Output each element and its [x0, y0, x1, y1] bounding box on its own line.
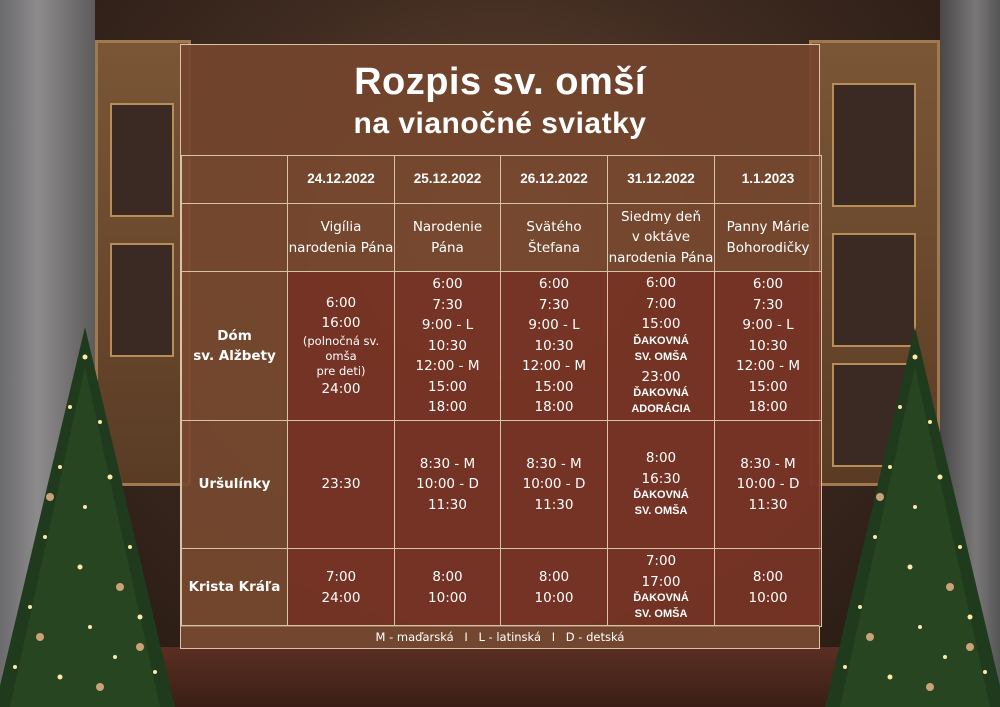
mass-time: 8:30 - M — [526, 455, 582, 472]
church-row — [182, 272, 822, 421]
feast-name-line: narodenia Pána — [608, 249, 714, 266]
feast-name-line: Siedmy deň — [620, 208, 702, 225]
mass-time: 7:00 — [645, 295, 677, 312]
thanksgiving-label: SV. OMŠA — [634, 608, 688, 620]
mass-times-cell — [715, 421, 822, 549]
mass-times-cell — [608, 272, 715, 421]
mass-times-cell — [288, 421, 395, 549]
feast-name-line: Panny Márie — [726, 219, 810, 235]
mass-times-cell — [395, 549, 501, 627]
mass-time: 16:00 — [321, 315, 361, 332]
schedule-table — [181, 155, 822, 627]
mass-time: 23:30 — [321, 476, 361, 493]
mass-times-cell — [501, 272, 608, 421]
mass-time: 10:00 — [534, 589, 574, 606]
page-title: Rozpis sv. omší — [354, 61, 646, 103]
altar-painting — [832, 83, 916, 207]
church-name — [182, 272, 288, 421]
mass-time: 8:00 — [432, 569, 463, 585]
mass-time: 15:00 — [748, 378, 788, 395]
mass-note: pre deti) — [316, 363, 366, 378]
date-header-row — [182, 156, 822, 204]
thanksgiving-label: ĎAKOVNÁ — [633, 387, 689, 399]
mass-time: 24:00 — [321, 589, 361, 606]
header-corner — [182, 204, 288, 272]
feast-name-line: narodenia Pána — [288, 239, 394, 256]
mass-note: (polnočná sv. omša — [302, 333, 380, 363]
feast-name-line: Štefana — [527, 239, 581, 256]
mass-time: 6:00 — [752, 276, 784, 293]
mass-time: 10:00 — [748, 589, 788, 606]
mass-time: 7:30 — [752, 296, 784, 313]
title-block — [181, 45, 819, 155]
mass-time: 10:00 - D — [522, 476, 586, 493]
mass-time: 7:00 — [325, 569, 357, 585]
mass-time: 18:00 — [428, 399, 467, 416]
christmas-tree-left — [0, 327, 180, 707]
mass-times-cell — [395, 272, 501, 421]
church-name-line: Krista Kráľa — [188, 579, 281, 596]
mass-time: 18:00 — [534, 399, 574, 416]
thanksgiving-label: ĎAKOVNÁ — [633, 334, 689, 347]
mass-time: 10:00 - D — [416, 476, 479, 493]
mass-times-cell — [288, 549, 395, 627]
mass-time: 10:30 — [748, 337, 788, 354]
feast-header — [395, 204, 501, 272]
church-name-line: Uršulínky — [198, 476, 271, 493]
feast-header-row — [182, 204, 822, 272]
thanksgiving-label: SV. OMŠA — [634, 505, 688, 517]
mass-time: 7:30 — [432, 296, 463, 313]
altar-steps — [160, 647, 840, 707]
date-header: 25.12.2022 — [395, 156, 501, 204]
mass-time: 12:00 - M — [521, 358, 586, 375]
church-name-line: Dóm — [217, 327, 252, 344]
mass-time: 6:00 — [645, 275, 677, 291]
feast-name-line: Vigília — [320, 219, 362, 235]
header-corner — [182, 156, 288, 204]
mass-time: 8:00 — [538, 569, 570, 585]
mass-time: 15:00 — [534, 378, 574, 395]
date-header: 1.1.2023 — [715, 156, 822, 204]
feast-name-line: Bohorodičky — [726, 239, 810, 256]
mass-times-cell — [501, 549, 608, 627]
mass-time: 11:30 — [748, 496, 788, 513]
legend-item: D - detská — [565, 630, 625, 644]
feast-header — [501, 204, 608, 272]
mass-time: 7:00 — [645, 553, 677, 569]
mass-time: 8:00 — [752, 569, 784, 585]
feast-header — [608, 204, 715, 272]
mass-times-cell — [501, 421, 608, 549]
church-name — [182, 421, 288, 549]
legend-separator: I — [551, 630, 556, 644]
church-name-line: sv. Alžbety — [193, 348, 276, 364]
mass-time: 6:00 — [432, 276, 463, 293]
mass-times-cell — [715, 549, 822, 627]
date-header: 26.12.2022 — [501, 156, 608, 204]
mass-time: 8:30 - M — [419, 455, 476, 472]
mass-time: 15:00 — [428, 378, 467, 395]
mass-times-cell — [395, 421, 501, 549]
mass-time: 7:30 — [538, 296, 570, 313]
thanksgiving-label: ĎAKOVNÁ — [633, 489, 689, 501]
mass-time: 9:00 - L — [528, 317, 580, 334]
mass-times-cell — [608, 421, 715, 549]
mass-time: 11:30 — [428, 496, 467, 513]
thanksgiving-label: SV. OMŠA — [634, 350, 688, 363]
mass-time: 10:30 — [534, 337, 574, 354]
mass-time: 16:30 — [641, 470, 681, 487]
mass-times-cell — [715, 272, 822, 421]
thanksgiving-label: ĎAKOVNÁ — [633, 592, 689, 604]
church-row — [182, 421, 822, 549]
mass-time: 9:00 - L — [421, 317, 474, 334]
church-row — [182, 549, 822, 627]
mass-time: 10:00 — [428, 589, 467, 606]
mass-schedule-card — [180, 44, 820, 649]
mass-time: 24:00 — [321, 380, 361, 397]
mass-times-cell — [608, 549, 715, 627]
legend-item: M - maďarská — [375, 630, 454, 644]
mass-times-cell — [288, 272, 395, 421]
mass-time: 6:00 — [538, 276, 570, 293]
page-subtitle: na vianočné sviatky — [353, 107, 647, 140]
church-name — [182, 549, 288, 627]
feast-header — [715, 204, 822, 272]
mass-time: 10:00 - D — [736, 476, 800, 493]
date-header: 31.12.2022 — [608, 156, 715, 204]
mass-time: 15:00 — [641, 316, 681, 332]
mass-time: 23:00 — [641, 368, 681, 385]
legend-separator: I — [464, 630, 468, 644]
altar-painting — [110, 103, 174, 217]
mass-time: 11:30 — [534, 496, 574, 513]
mass-time: 12:00 - M — [735, 358, 800, 375]
language-legend — [181, 625, 819, 648]
date-header: 24.12.2022 — [288, 156, 395, 204]
feast-name-line: Narodenie Pána — [412, 219, 483, 256]
thanksgiving-label: ADORÁCIA — [631, 403, 691, 415]
christmas-tree-right — [820, 327, 1000, 707]
mass-time: 6:00 — [325, 294, 357, 311]
mass-time: 12:00 - M — [415, 358, 480, 375]
mass-time: 10:30 — [428, 337, 467, 354]
feast-header — [288, 204, 395, 272]
mass-time: 8:00 — [645, 450, 677, 466]
mass-time: 18:00 — [748, 399, 788, 416]
legend-item: L - latinská — [478, 630, 542, 644]
mass-time: 8:30 - M — [740, 455, 796, 472]
feast-name-line: v oktáve — [631, 229, 691, 246]
mass-time: 9:00 - L — [742, 317, 794, 334]
feast-name-line: Svätého — [526, 219, 582, 235]
mass-time: 17:00 — [641, 573, 681, 590]
